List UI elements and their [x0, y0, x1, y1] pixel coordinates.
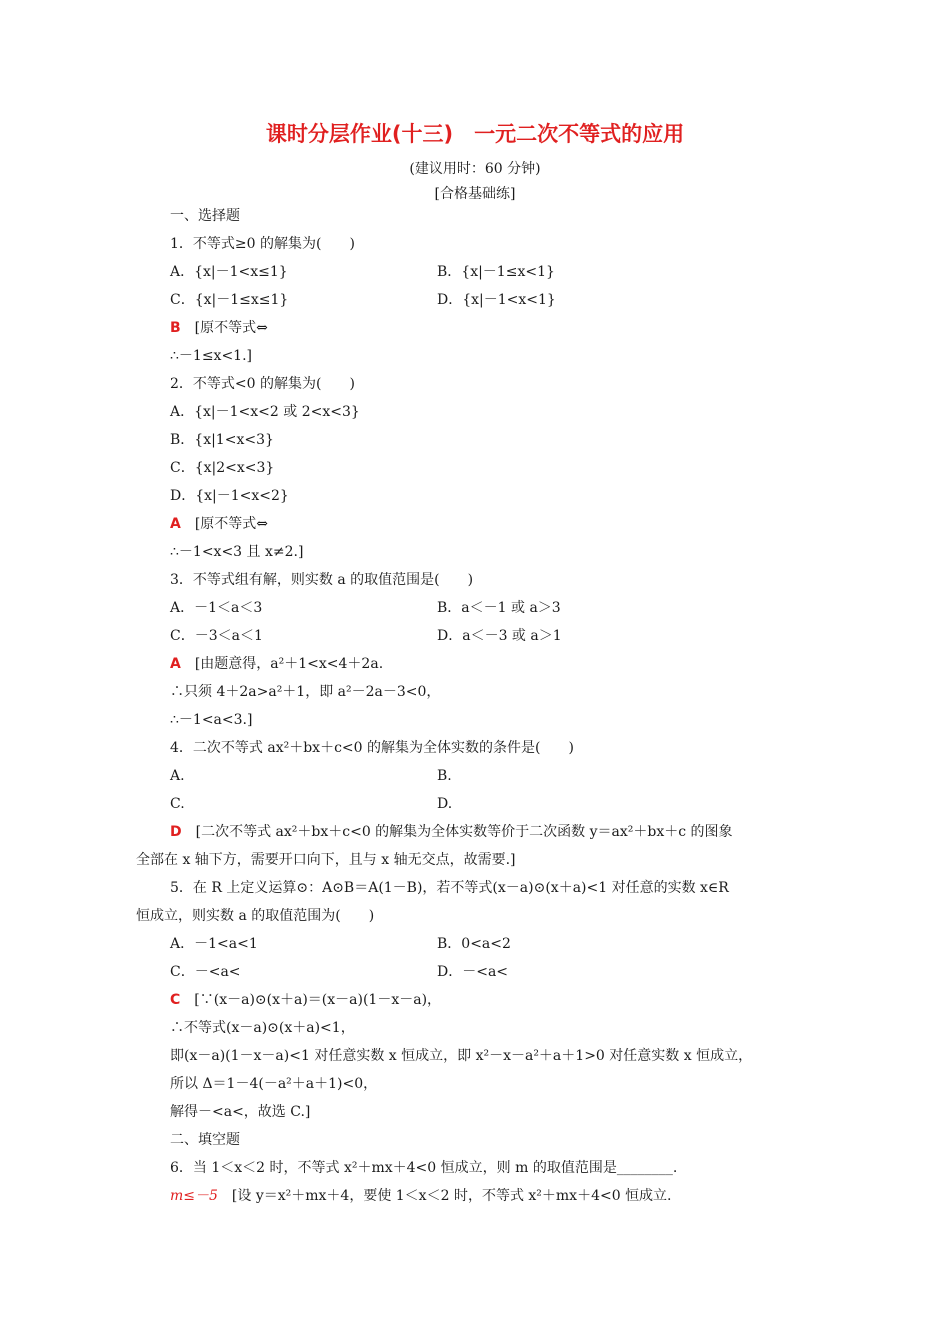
q6-stem: 6．当 1＜x＜2 时，不等式 x²＋mx＋4<0 恒成立，则 m 的取值范围是________. [170, 1160, 678, 1176]
q1-option-b: B．{x|－1≤x<1} [437, 264, 555, 280]
q1-stem: 1．不等式≥0 的解集为( ) [170, 236, 355, 252]
q5-solution-line-3: 即(x－a)(1－x－a)<1 对任意实数 x 恒成立，即 x²－x－a²＋a＋1>0 对任意实数 x 恒成立， [170, 1048, 753, 1064]
q4-option-c: C. [170, 796, 185, 812]
q5-option-c: C．－<a< [170, 964, 241, 980]
section-heading-choice: 一、选择题 [170, 208, 240, 224]
section-heading-fill: 二、填空题 [170, 1132, 240, 1148]
q2-solution-text: [原不等式⇔ [194, 516, 269, 532]
q5-stem-line-1: 5．在 R 上定义运算⊙：A⊙B＝A(1－B)，若不等式(x－a)⊙(x＋a)<1 对任意的实数 x∈R [170, 880, 729, 896]
q5-solution-text: [∵(x－a)⊙(x＋a)＝(x－a)(1－x－a)， [194, 992, 442, 1008]
q2-solution-line-2: ∴－1<x<3 且 x≠2.] [170, 544, 304, 560]
q5-solution-line-4: 所以 Δ＝1－4(－a²＋a＋1)<0， [170, 1076, 378, 1092]
q4-option-a: A. [170, 768, 185, 784]
q2-solution-line-1 [170, 515, 268, 533]
q3-option-b: B．a＜－1 或 a＞3 [437, 600, 561, 616]
q3-solution-line-3: ∴－1<a<3.] [170, 712, 253, 728]
q2-answer: A [170, 516, 181, 532]
page-title: 课时分层作业(十三) 一元二次不等式的应用 [265, 122, 685, 146]
q2-option-b: B．{x|1<x<3} [170, 432, 274, 448]
section-tag: [合格基础练] [434, 186, 516, 202]
q5-option-d: D．－<a< [437, 964, 509, 980]
q1-option-a: A．{x|－1<x≤1} [170, 264, 288, 280]
q2-option-a: A．{x|－1<x<2 或 2<x<3} [170, 404, 360, 420]
q5-solution-line-1 [170, 991, 441, 1009]
q6-solution-line-1 [170, 1187, 672, 1205]
q4-solution-text: [二次不等式 ax²＋bx＋c<0 的解集为全体实数等价于二次函数 y＝ax²＋bx＋c 的图象 [195, 824, 733, 840]
q3-option-c: C．－3＜a＜1 [170, 628, 263, 644]
q4-option-d: D. [437, 796, 453, 812]
q2-option-d: D．{x|－1<x<2} [170, 488, 289, 504]
q2-stem: 2．不等式<0 的解集为( ) [170, 376, 355, 392]
q6-solution-text: [设 y＝x²＋mx＋4，要使 1＜x＜2 时，不等式 x²＋mx＋4<0 恒成立. [231, 1188, 672, 1204]
q3-stem: 3．不等式组有解，则实数 a 的取值范围是( ) [170, 572, 474, 588]
q4-solution-line-2: 全部在 x 轴下方，需要开口向下，且与 x 轴无交点，故需要.] [136, 852, 516, 868]
q1-answer: B [170, 320, 181, 336]
q5-option-b: B．0<a<2 [437, 936, 511, 952]
time-note: (建议用时：60 分钟) [409, 161, 541, 177]
q6-answer: m≤－5 [170, 1188, 218, 1204]
q4-solution-line-1 [170, 823, 733, 841]
q1-option-c: C．{x|－1≤x≤1} [170, 292, 289, 308]
q4-answer: D [170, 824, 182, 840]
q1-solution-line-1 [170, 319, 268, 337]
q5-solution-line-2: ∴不等式(x－a)⊙(x＋a)<1， [170, 1020, 355, 1036]
q4-option-b: B. [437, 768, 452, 784]
q3-solution-line-2: ∴只须 4＋2a>a²＋1，即 a²－2a－3<0， [170, 684, 441, 700]
q5-solution-line-5: 解得－<a<，故选 C.] [170, 1104, 311, 1120]
q2-option-c: C．{x|2<x<3} [170, 460, 275, 476]
q1-option-d: D．{x|－1<x<1} [437, 292, 556, 308]
q5-stem-line-2: 恒成立，则实数 a 的取值范围为( ) [136, 908, 375, 924]
q5-option-a: A．－1<a<1 [170, 936, 258, 952]
q3-solution-text: [由题意得，a²＋1<x<4＋2a. [194, 656, 384, 672]
q3-option-d: D．a＜－3 或 a＞1 [437, 628, 562, 644]
q5-answer: C [170, 992, 181, 1008]
q1-solution-text: [原不等式⇔ [194, 320, 268, 336]
q3-option-a: A．－1＜a＜3 [170, 600, 263, 616]
q1-solution-line-2: ∴－1≤x<1.] [170, 348, 252, 364]
q3-solution-line-1 [170, 655, 383, 673]
q4-stem: 4．二次不等式 ax²＋bx＋c<0 的解集为全体实数的条件是( ) [170, 740, 574, 756]
q3-answer: A [170, 656, 181, 672]
